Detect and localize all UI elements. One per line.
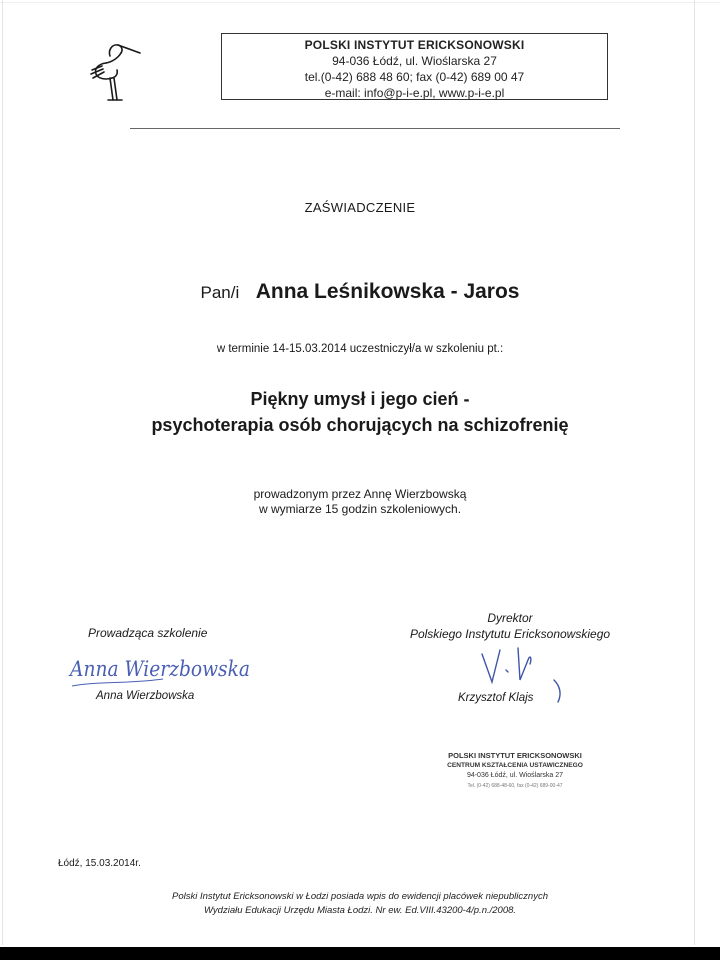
institute-header-box	[221, 33, 608, 100]
page-edge-top	[0, 2, 720, 3]
footer-line2: Wydziału Edukacji Urzędu Miasta Łodzi. Nr ew. Ed.VIII.43200-4/p.n./2008.	[203, 905, 517, 916]
footer-note	[0, 890, 720, 918]
institute-address: 94-036 Łódź, ul. Wioślarska 27	[332, 54, 497, 68]
training-title	[0, 386, 720, 438]
director-title: Dyrektor	[487, 611, 533, 625]
trainer-signature	[68, 646, 268, 690]
institute-stamp	[430, 751, 600, 791]
stamp-line3: 94-036 Łódź, ul. Wioślarska 27	[466, 772, 564, 779]
director-name: Krzysztof Klajs	[458, 692, 534, 704]
recipient-name: Anna Leśnikowska - Jaros	[255, 280, 520, 303]
director-institute: Polskiego Instytutu Ericksonowskiego	[409, 627, 611, 641]
page-edge-right	[694, 0, 695, 945]
recipient-row	[0, 280, 720, 304]
place-date: Łódź, 15.03.2014r.	[58, 858, 141, 869]
institute-name: POLSKI INSTYTUT ERICKSONOWSKI	[304, 38, 525, 52]
director-title-block	[390, 610, 630, 642]
institute-contact: e-mail: info@p-i-e.pl, www.p-i-e.pl	[324, 86, 505, 100]
trainer-role: Prowadząca szkolenie	[88, 626, 208, 640]
hours-text: w wymiarze 15 godzin szkoleniowych.	[258, 502, 462, 516]
term-text: w terminie 14-15.03.2014 uczestniczył/a w szkoleniu pt.:	[216, 343, 504, 355]
led-by-text: prowadzonym przez Annę Wierzbowską	[253, 487, 467, 501]
certificate-title: ZAŚWIADCZENIE	[304, 200, 416, 215]
trainer-signature-script: Anna Wierzbowska	[68, 657, 251, 681]
footer-line1: Polski Instytut Ericksonowski w Łodzi posiada wpis do ewidencji placówek niepublicznych	[172, 891, 548, 902]
scan-border-bottom	[0, 947, 720, 960]
institute-phone: tel.(0-42) 688 48 60; fax (0-42) 689 00 47	[304, 70, 525, 84]
training-title-line1: Piękny umysł i jego cień -	[250, 389, 470, 409]
recipient-prefix: Pan/i	[200, 283, 240, 302]
page-edge-left	[2, 0, 3, 945]
stork-logo-icon	[88, 36, 144, 104]
stamp-line1: POLSKI INSTYTUT ERICKSONOWSKI	[448, 751, 582, 760]
stamp-line4: Tel. (0-42) 688-48-60, fax (0-42) 689-00-47	[467, 783, 563, 789]
trainer-name: Anna Wierzbowska	[96, 690, 195, 702]
training-details	[0, 487, 720, 517]
stamp-line2: CENTRUM KSZTAŁCENIA USTAWICZNEGO	[447, 762, 583, 769]
training-title-line2: psychoterapia osób chorujących na schizofrenię	[151, 415, 569, 435]
header-divider	[130, 128, 620, 129]
